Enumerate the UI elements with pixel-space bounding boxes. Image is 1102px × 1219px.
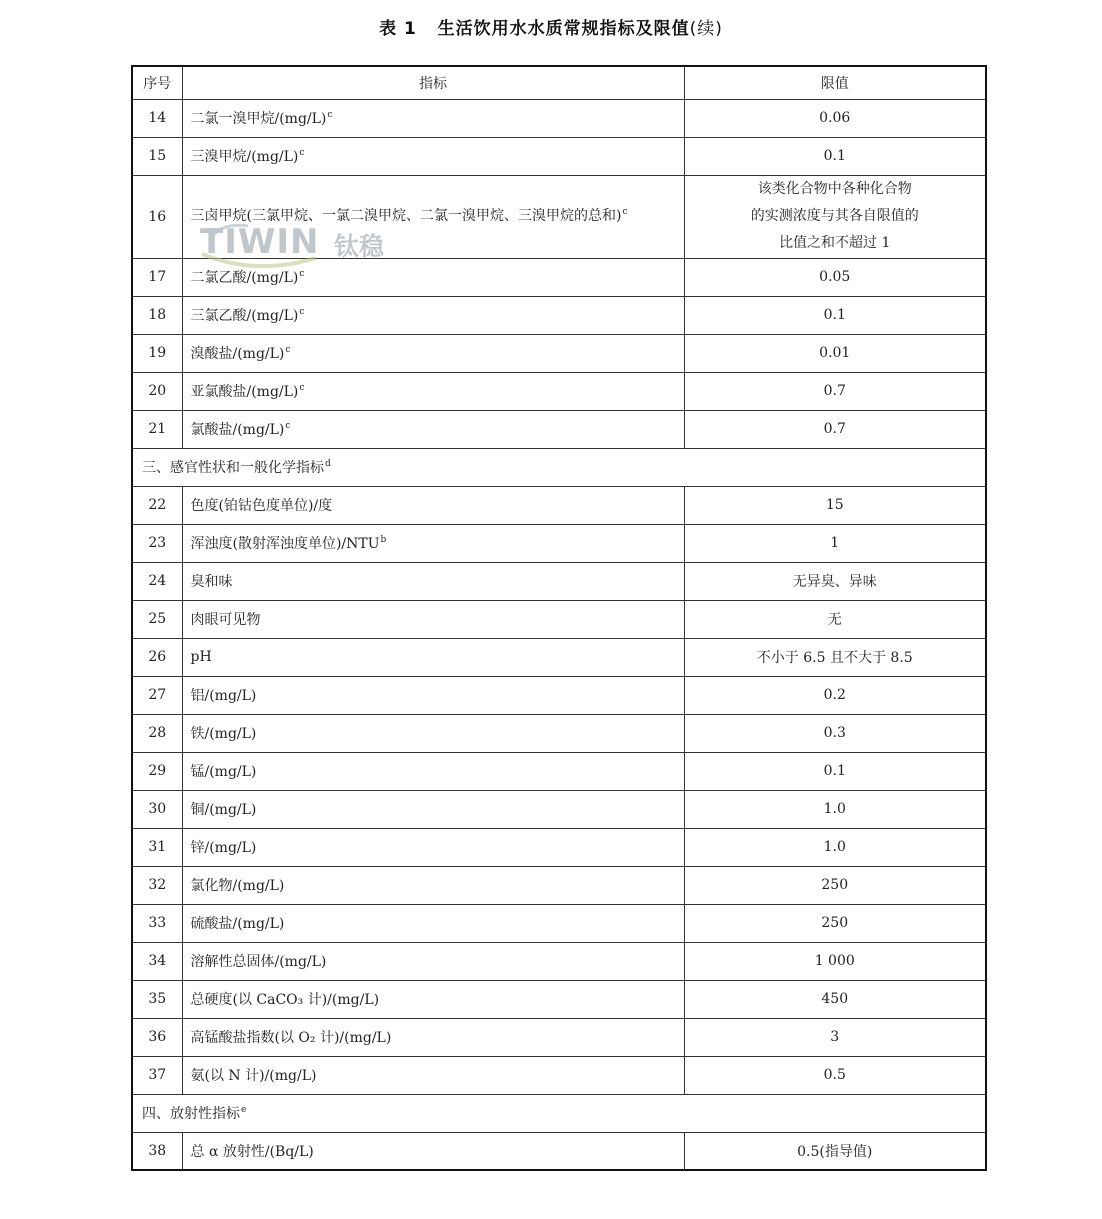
limit-line: 该类化合物中各种化合物 (757, 181, 912, 197)
section-label: 四、放射性指标 (142, 1106, 240, 1122)
table-row (132, 714, 986, 752)
indicator-cell (182, 638, 684, 676)
table-row (132, 676, 986, 714)
table-row (132, 790, 986, 828)
indicator-cell (182, 524, 684, 562)
limit-value: 0.05 (819, 269, 851, 285)
indicator-name: 三溴甲烷/(mg/L) (190, 149, 299, 165)
limit-value: 450 (821, 991, 849, 1007)
indicator-name: 臭和味 (190, 574, 233, 590)
limit-cell (684, 410, 986, 448)
table-caption: 生活饮用水水质常规指标及限值 (437, 19, 690, 39)
limit-value: 3 (830, 1029, 840, 1045)
table-continued-label: (续) (689, 19, 723, 39)
row-number: 15 (132, 137, 182, 175)
indicator-name: 溴酸盐/(mg/L) (190, 346, 285, 362)
section-heading (132, 448, 986, 486)
indicator-name: 硫酸盐/(mg/L) (190, 916, 285, 932)
indicator-cell (182, 99, 684, 137)
footnote-marker: e (241, 1105, 247, 1116)
table-row (132, 410, 986, 448)
footnote-marker: c (299, 307, 305, 318)
limit-value: 250 (821, 915, 849, 931)
watermark-latin-text: TIWIN (200, 222, 320, 262)
indicator-wrap (191, 308, 305, 324)
indicator-wrap (191, 840, 257, 856)
limit-value: 15 (825, 497, 844, 513)
limit-value: 0.1 (823, 307, 846, 323)
indicator-wrap (191, 802, 257, 818)
indicator-wrap (191, 384, 305, 400)
row-number: 35 (132, 980, 182, 1018)
limit-value: 0.1 (823, 148, 846, 164)
row-number: 37 (132, 1056, 182, 1094)
limit-value: 0.7 (823, 383, 846, 399)
limit-value: 0.3 (823, 725, 846, 741)
indicator-wrap (191, 111, 333, 127)
limit-cell (684, 638, 986, 676)
table-row (132, 524, 986, 562)
limit-cell (684, 866, 986, 904)
table-row (132, 296, 986, 334)
header-no: 序号 (132, 66, 182, 99)
limit-value: 0.7 (823, 421, 846, 437)
row-number: 19 (132, 334, 182, 372)
table-row (132, 258, 986, 296)
indicator-cell (182, 942, 684, 980)
indicator-name: 锌/(mg/L) (190, 840, 257, 856)
limit-value: 0.01 (819, 345, 851, 361)
indicator-cell (182, 372, 684, 410)
indicator-name: 铝/(mg/L) (190, 688, 257, 704)
footnote-marker: c (299, 269, 305, 280)
indicator-name: 氯酸盐/(mg/L) (190, 422, 285, 438)
table-row (132, 137, 986, 175)
indicator-cell (182, 562, 684, 600)
indicator-wrap (191, 916, 285, 932)
indicator-wrap (191, 764, 257, 780)
indicator-wrap (191, 536, 387, 552)
footnote-marker: b (380, 535, 387, 546)
row-number: 33 (132, 904, 182, 942)
limit-cell (684, 1018, 986, 1056)
limit-cell (684, 980, 986, 1018)
indicator-name: 亚氯酸盐/(mg/L) (190, 384, 299, 400)
limit-cell (684, 296, 986, 334)
limit-cell (684, 486, 986, 524)
limit-cell (684, 524, 986, 562)
indicator-wrap (191, 954, 327, 970)
footnote-marker: c (622, 207, 628, 218)
indicator-wrap (191, 270, 305, 286)
row-number: 28 (132, 714, 182, 752)
indicator-wrap (191, 498, 333, 514)
indicator-wrap (191, 688, 257, 704)
limit-cell (684, 334, 986, 372)
table-row (132, 828, 986, 866)
limit-value: 无 (827, 612, 842, 628)
indicator-name: 三氯乙酸/(mg/L) (190, 308, 299, 324)
indicator-wrap (191, 992, 380, 1008)
indicator-name: 浑浊度(散射浑浊度单位)/NTU (190, 536, 380, 552)
limit-cell (684, 752, 986, 790)
section-label: 三、感官性状和一般化学指标 (142, 460, 324, 476)
table-row (132, 372, 986, 410)
row-number: 38 (132, 1132, 182, 1170)
indicator-name: 锰/(mg/L) (190, 764, 257, 780)
indicator-wrap (191, 649, 212, 665)
indicator-name: 色度(铂钴色度单位)/度 (190, 498, 333, 514)
indicator-wrap (191, 204, 676, 229)
limit-value: 无异臭、异味 (792, 574, 877, 590)
indicator-wrap (191, 1030, 392, 1046)
row-number: 31 (132, 828, 182, 866)
row-number: 23 (132, 524, 182, 562)
table-row (132, 1056, 986, 1094)
row-number: 24 (132, 562, 182, 600)
indicator-cell (182, 790, 684, 828)
limit-cell (684, 904, 986, 942)
row-number: 14 (132, 99, 182, 137)
table-row (132, 486, 986, 524)
indicator-cell (182, 334, 684, 372)
indicator-name: pH (190, 649, 212, 665)
limit-cell (684, 372, 986, 410)
indicator-wrap (191, 726, 257, 742)
row-number: 20 (132, 372, 182, 410)
header-row (132, 66, 986, 99)
table-row (132, 866, 986, 904)
indicator-name: 铜/(mg/L) (190, 802, 257, 818)
indicator-name: 氯化物/(mg/L) (190, 878, 285, 894)
limit-value: 1 000 (814, 953, 855, 969)
table-row (132, 638, 986, 676)
indicator-cell (182, 1132, 684, 1170)
limit-cell (684, 562, 986, 600)
section-row (132, 448, 986, 486)
limit-cell (684, 714, 986, 752)
indicator-cell (182, 1018, 684, 1056)
indicator-cell (182, 980, 684, 1018)
table-row (132, 562, 986, 600)
section-heading (132, 1094, 986, 1132)
table-row (132, 175, 986, 258)
limit-value: 1 (830, 535, 840, 551)
water-quality-table (131, 65, 987, 1171)
watermark-cjk-text: 钛稳 (334, 232, 385, 261)
indicator-cell (182, 1056, 684, 1094)
limit-value: 0.06 (819, 110, 851, 126)
row-number: 27 (132, 676, 182, 714)
indicator-cell (182, 600, 684, 638)
row-number: 26 (132, 638, 182, 676)
limit-value: 250 (821, 877, 849, 893)
limit-text-block (693, 176, 978, 257)
table-row (132, 99, 986, 137)
indicator-name: 铁/(mg/L) (190, 726, 257, 742)
table-row (132, 752, 986, 790)
limit-value: 0.2 (823, 687, 846, 703)
limit-value: 1.0 (823, 801, 846, 817)
indicator-name: 溶解性总固体/(mg/L) (190, 954, 327, 970)
row-number: 29 (132, 752, 182, 790)
indicator-cell (182, 486, 684, 524)
indicator-wrap (191, 612, 261, 628)
indicator-wrap (191, 878, 285, 894)
table-body (132, 99, 986, 1170)
limit-cell (684, 942, 986, 980)
footnote-marker: c (327, 110, 333, 121)
limit-cell (684, 99, 986, 137)
limit-value: 0.5 (823, 1067, 846, 1083)
limit-cell (684, 1132, 986, 1170)
indicator-cell (182, 175, 684, 258)
indicator-wrap (191, 574, 233, 590)
indicator-wrap (191, 149, 305, 165)
limit-cell (684, 828, 986, 866)
indicator-cell (182, 410, 684, 448)
limit-cell (684, 137, 986, 175)
limit-value: 不小于 6.5 且不大于 8.5 (756, 650, 913, 666)
limit-line: 的实测浓度与其各自限值的 (750, 208, 919, 224)
indicator-cell (182, 866, 684, 904)
table-row (132, 334, 986, 372)
limit-value: 0.1 (823, 763, 846, 779)
indicator-cell (182, 714, 684, 752)
row-number: 36 (132, 1018, 182, 1056)
indicator-name: 三卤甲烷(三氯甲烷、一氯二溴甲烷、二氯一溴甲烷、三溴甲烷的总和) (190, 208, 622, 224)
limit-cell (684, 1056, 986, 1094)
indicator-cell (182, 296, 684, 334)
indicator-wrap (191, 1068, 317, 1084)
header-indicator: 指标 (182, 66, 684, 99)
indicator-wrap (191, 422, 291, 438)
limit-cell (684, 790, 986, 828)
footnote-marker: c (285, 345, 291, 356)
limit-value: 1.0 (823, 839, 846, 855)
row-number: 25 (132, 600, 182, 638)
table-row (132, 1018, 986, 1056)
indicator-cell (182, 828, 684, 866)
indicator-cell (182, 752, 684, 790)
table-row (132, 904, 986, 942)
indicator-cell (182, 137, 684, 175)
table-row (132, 600, 986, 638)
row-number: 22 (132, 486, 182, 524)
indicator-cell (182, 258, 684, 296)
indicator-wrap (191, 1144, 314, 1160)
indicator-cell (182, 904, 684, 942)
indicator-name: 二氯乙酸/(mg/L) (190, 270, 299, 286)
row-number: 34 (132, 942, 182, 980)
row-number: 18 (132, 296, 182, 334)
limit-cell (684, 676, 986, 714)
indicator-name: 总硬度(以 CaCO₃ 计)/(mg/L) (190, 992, 380, 1008)
table-row (132, 1132, 986, 1170)
indicator-name: 高锰酸盐指数(以 O₂ 计)/(mg/L) (190, 1030, 392, 1046)
footnote-marker: d (325, 459, 331, 470)
limit-cell (684, 600, 986, 638)
limit-line: 比值之和不超过 1 (779, 235, 891, 251)
section-row (132, 1094, 986, 1132)
indicator-wrap (191, 346, 291, 362)
row-number: 17 (132, 258, 182, 296)
table-number: 表 1 (379, 19, 417, 39)
indicator-name: 总 α 放射性/(Bq/L) (190, 1143, 314, 1160)
table-row (132, 980, 986, 1018)
indicator-name: 二氯一溴甲烷/(mg/L) (190, 111, 327, 127)
header-limit: 限值 (684, 66, 986, 99)
footnote-marker: c (299, 383, 305, 394)
row-number: 21 (132, 410, 182, 448)
footnote-marker: c (285, 421, 291, 432)
row-number: 16 (132, 175, 182, 258)
table-title (0, 14, 1102, 39)
footnote-marker: c (299, 148, 305, 159)
indicator-name: 肉眼可见物 (190, 612, 261, 628)
indicator-cell (182, 676, 684, 714)
limit-value: 0.5(指导值) (797, 1143, 873, 1160)
row-number: 32 (132, 866, 182, 904)
indicator-name: 氨(以 N 计)/(mg/L) (190, 1068, 317, 1084)
row-number: 30 (132, 790, 182, 828)
table-row (132, 942, 986, 980)
limit-cell (684, 175, 986, 258)
limit-cell (684, 258, 986, 296)
